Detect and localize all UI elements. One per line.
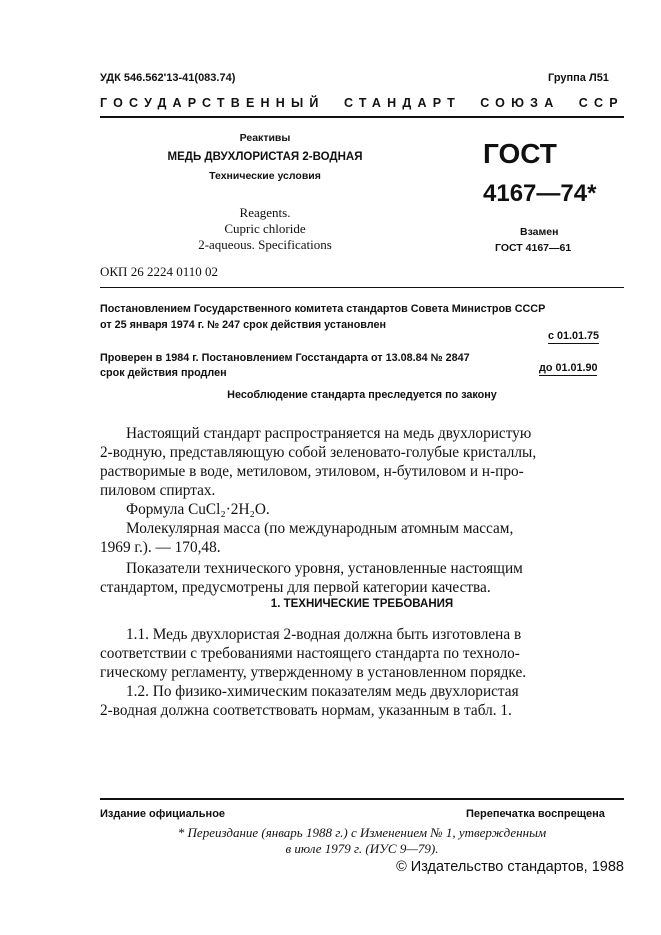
udk-code: УДК 546.562'13-41(083.74) [100,72,236,84]
text-line: Показатели технического уровня, установленные настоящим [126,560,523,577]
text-line: гическому регламенту, утвержденному в установленном порядке. [100,664,527,681]
decree-line: Постановлением Государственного комитета стандартов Совета Министров СССР [100,303,546,315]
text-line: 2-водную, представляющую собой зеленовато-голубые кристаллы, [100,444,537,461]
category-label: Реактивы [239,132,291,144]
valid-from-date: с 01.01.75 [548,330,600,342]
title-rule [100,287,624,288]
intro-paragraph [100,424,624,597]
reissue-note [100,825,624,857]
english-title [160,205,370,253]
english-title-line: 2-aqueous. Specifications [198,237,332,252]
reprint-prohibited: Перепечатка воспрещена [466,808,605,820]
header-rule [100,116,624,118]
text-line: растворимые в воде, метиловом, этиловом, н-бутиловом и н-про- [100,463,524,480]
official-edition: Издание официальное [100,808,226,820]
decree-line: от 25 января 1974 г. № 247 срок действия установлен [100,319,387,331]
formula-label: Формула [126,501,185,518]
decree-line: Проверен в 1984 г. Постановлением Госстандарта от 13.08.84 № 2847 [100,352,470,364]
text-line: 1.2. По физико-химическим показателям медь двухлористая [126,683,519,700]
text-line: Настоящий стандарт распространяется на медь двухлористую [126,425,532,442]
decree-line: срок действия продлен [100,367,227,379]
spec-subtitle: Технические условия [209,170,321,182]
note-line: * Переиздание (январь 1988 г.) с Изменением № 1, утвержденным [177,825,547,840]
text-line: соответствии с требованиями настоящего стандарта по техноло- [100,645,520,662]
gost-number: 4167—74* [483,180,597,207]
text-line: Молекулярная масса (по международным атомным массам, [126,520,514,537]
valid-to-date: до 01.01.90 [539,362,598,374]
text-line: 1969 г.). — 170,48. [100,539,221,556]
replaces-label: Взамен [520,226,559,238]
text-line: стандартом, предусмотрены для первой категории качества. [100,579,491,596]
formula-line [100,500,624,519]
replaced-standard: ГОСТ 4167—61 [495,242,572,254]
copyright: © Издательство стандартов, 1988 [396,859,624,875]
okp-code: ОКП 26 2224 0110 02 [100,264,218,279]
english-title-line: Cupric chloride [224,221,306,236]
requirements-paragraph [100,625,624,720]
group-code: Группа Л51 [548,72,609,84]
text-line: 1.1. Медь двухлористая 2-водная должна быть изготовлена в [126,626,522,643]
text-line: 2-водная должна соответствовать нормам, указанным в табл. 1. [100,702,512,719]
state-standard-banner: ГОСУДАРСТВЕННЫЙ СТАНДАРТ СОЮЗА ССР [100,96,624,110]
footer-rule [100,798,624,800]
section-title: 1. ТЕХНИЧЕСКИЕ ТРЕБОВАНИЯ [270,598,454,610]
gost-label: ГОСТ [483,138,557,169]
legal-warning: Несоблюдение стандарта преследуется по закону [227,389,497,401]
chemical-formula: CuCl₂·2H₂O. [188,501,270,518]
text-line: пиловом спиртах. [100,482,216,499]
product-name: МЕДЬ ДВУХЛОРИСТАЯ 2-ВОДНАЯ [167,151,363,163]
english-title-line: Reagents. [239,205,291,220]
note-line: в июле 1979 г. (ИУС 9—79). [285,841,439,856]
